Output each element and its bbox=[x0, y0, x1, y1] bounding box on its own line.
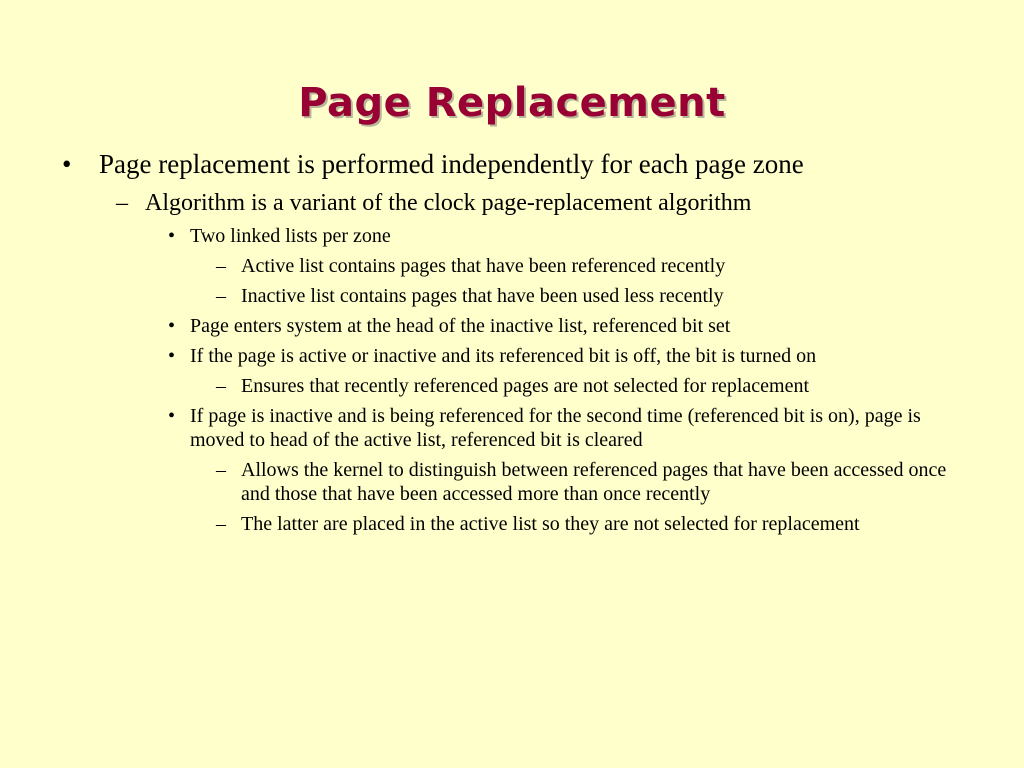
dash-icon: – bbox=[216, 513, 226, 535]
bullet-text: Ensures that recently referenced pages are not selected for replacement bbox=[241, 375, 810, 397]
dash-icon: – bbox=[216, 375, 226, 397]
bullet-icon: • bbox=[168, 405, 176, 427]
bullet-text: Active list contains pages that have been referenced recently bbox=[241, 255, 726, 277]
sub-bullet-item bbox=[0, 374, 1024, 398]
sub-bullet-item bbox=[0, 224, 1024, 248]
bullet-text: Inactive list contains pages that have been used less recently bbox=[241, 285, 724, 307]
dash-icon: – bbox=[216, 285, 226, 307]
bullet-icon: • bbox=[168, 315, 176, 337]
sub-bullet-item bbox=[0, 458, 1024, 506]
bullet-text: Algorithm is a variant of the clock page-replacement algorithm bbox=[145, 190, 752, 216]
slide-content bbox=[0, 150, 1024, 542]
bullet-icon: • bbox=[168, 345, 176, 367]
bullet-text: The latter are placed in the active list so they are not selected for replacement bbox=[241, 513, 860, 535]
slide-title: Page Replacement bbox=[298, 79, 726, 126]
bullet-text: Page enters system at the head of the inactive list, referenced bit set bbox=[190, 315, 731, 337]
sub-bullet-item bbox=[0, 512, 1024, 536]
dash-icon: – bbox=[216, 255, 226, 277]
sub-bullet-item bbox=[0, 404, 1024, 452]
sub-bullet-item bbox=[0, 284, 1024, 308]
dash-icon: – bbox=[216, 459, 226, 481]
sub-bullet-item bbox=[0, 314, 1024, 338]
bullet-text: Page replacement is performed independently for each page zone bbox=[99, 149, 804, 179]
bullet-text: If page is inactive and is being referenced for the second time (referenced bit is on), page is moved to head of the active list, referenced bit is cleared bbox=[190, 405, 921, 451]
dash-icon: – bbox=[116, 190, 128, 216]
bullet-icon: • bbox=[62, 149, 72, 179]
bullet-icon: • bbox=[168, 225, 176, 247]
sub-bullet-item bbox=[0, 190, 1024, 216]
sub-bullet-item bbox=[0, 254, 1024, 278]
sub-bullet-item bbox=[0, 344, 1024, 368]
bullet-text: If the page is active or inactive and its referenced bit is off, the bit is turned on bbox=[190, 345, 817, 367]
bullet-text: Allows the kernel to distinguish between referenced pages that have been accessed once and those that have been accessed more than once recently bbox=[241, 459, 947, 505]
bullet-item bbox=[0, 150, 1024, 178]
bullet-text: Two linked lists per zone bbox=[190, 225, 391, 247]
